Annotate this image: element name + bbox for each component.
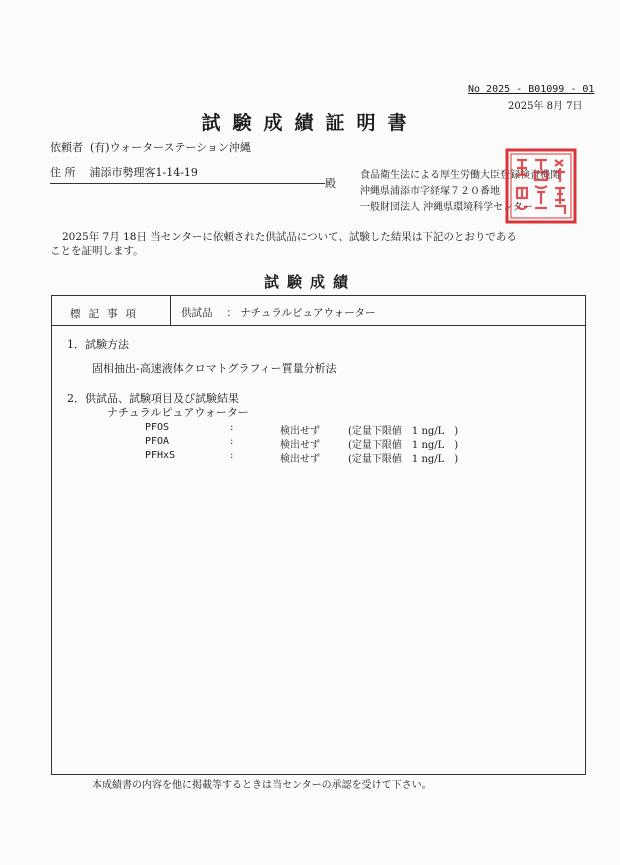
- sample-name: ナチュラルピュアウォーター: [107, 406, 249, 419]
- address-line: [50, 164, 198, 180]
- result-item: PFOS: [145, 422, 170, 433]
- result-colon: :: [230, 422, 234, 433]
- result-colon: :: [230, 450, 234, 461]
- result-limit: (定量下限値 1 ng/L ): [348, 426, 459, 437]
- body-text-line-1: 2025年 7月 18日 当センターに依頼された供試品について、試験した結果は下記のとおりである: [62, 231, 517, 243]
- address-label: 住 所: [50, 166, 76, 179]
- document-number: No 2025 - B01099 - 01: [468, 84, 595, 95]
- requester-line: [50, 139, 251, 155]
- results-heading: 2．供試品、試験項目及び試験結果: [67, 392, 239, 405]
- address-underline: [50, 183, 325, 184]
- issue-date: 2025年 8月 7日: [508, 101, 583, 112]
- header-value: 供試品 ： ナチュラルピュアウォーター: [181, 307, 376, 319]
- header-label: 標記事項: [70, 308, 144, 320]
- result-limit: (定量下限値 1 ng/L ): [348, 454, 459, 465]
- section-title: 試験成績: [263, 273, 356, 291]
- honorific: 殿: [325, 177, 336, 190]
- result-item: PFHxS: [145, 450, 176, 461]
- issuer-line-1: 食品衛生法による厚生労働大臣登録検査機関: [360, 170, 560, 181]
- result-colon: :: [230, 436, 234, 447]
- page-title: 試験成績証明書: [201, 112, 419, 134]
- header-divider: [51, 325, 586, 326]
- result-value: 検出せず: [280, 454, 320, 465]
- result-item: PFOA: [145, 436, 170, 447]
- footer-note: 本成績書の内容を他に掲載等するときは当センターの承認を受けて下さい。: [92, 780, 432, 791]
- issuer-line-2: 沖縄県浦添市字経塚７２０番地: [360, 186, 500, 197]
- method-heading: 1．試験方法: [67, 338, 129, 351]
- result-value: 検出せず: [280, 440, 320, 451]
- issuer-line-3: 一般財団法人 沖縄県環境科学センター: [360, 202, 533, 213]
- body-text-line-2: ことを証明します。: [50, 245, 144, 257]
- result-limit: (定量下限値 1 ng/L ): [348, 440, 459, 451]
- result-value: 検出せず: [280, 426, 320, 437]
- requester-name: (有)ウォーターステーション沖縄: [90, 141, 251, 154]
- header-column-divider: [170, 296, 171, 325]
- address-value: 浦添市勢理客1-14-19: [89, 166, 198, 179]
- method-text: 固相抽出-高速液体クロマトグラフィー質量分析法: [92, 362, 337, 375]
- official-seal-icon: [505, 148, 577, 224]
- requester-label: 依頼者: [50, 141, 83, 154]
